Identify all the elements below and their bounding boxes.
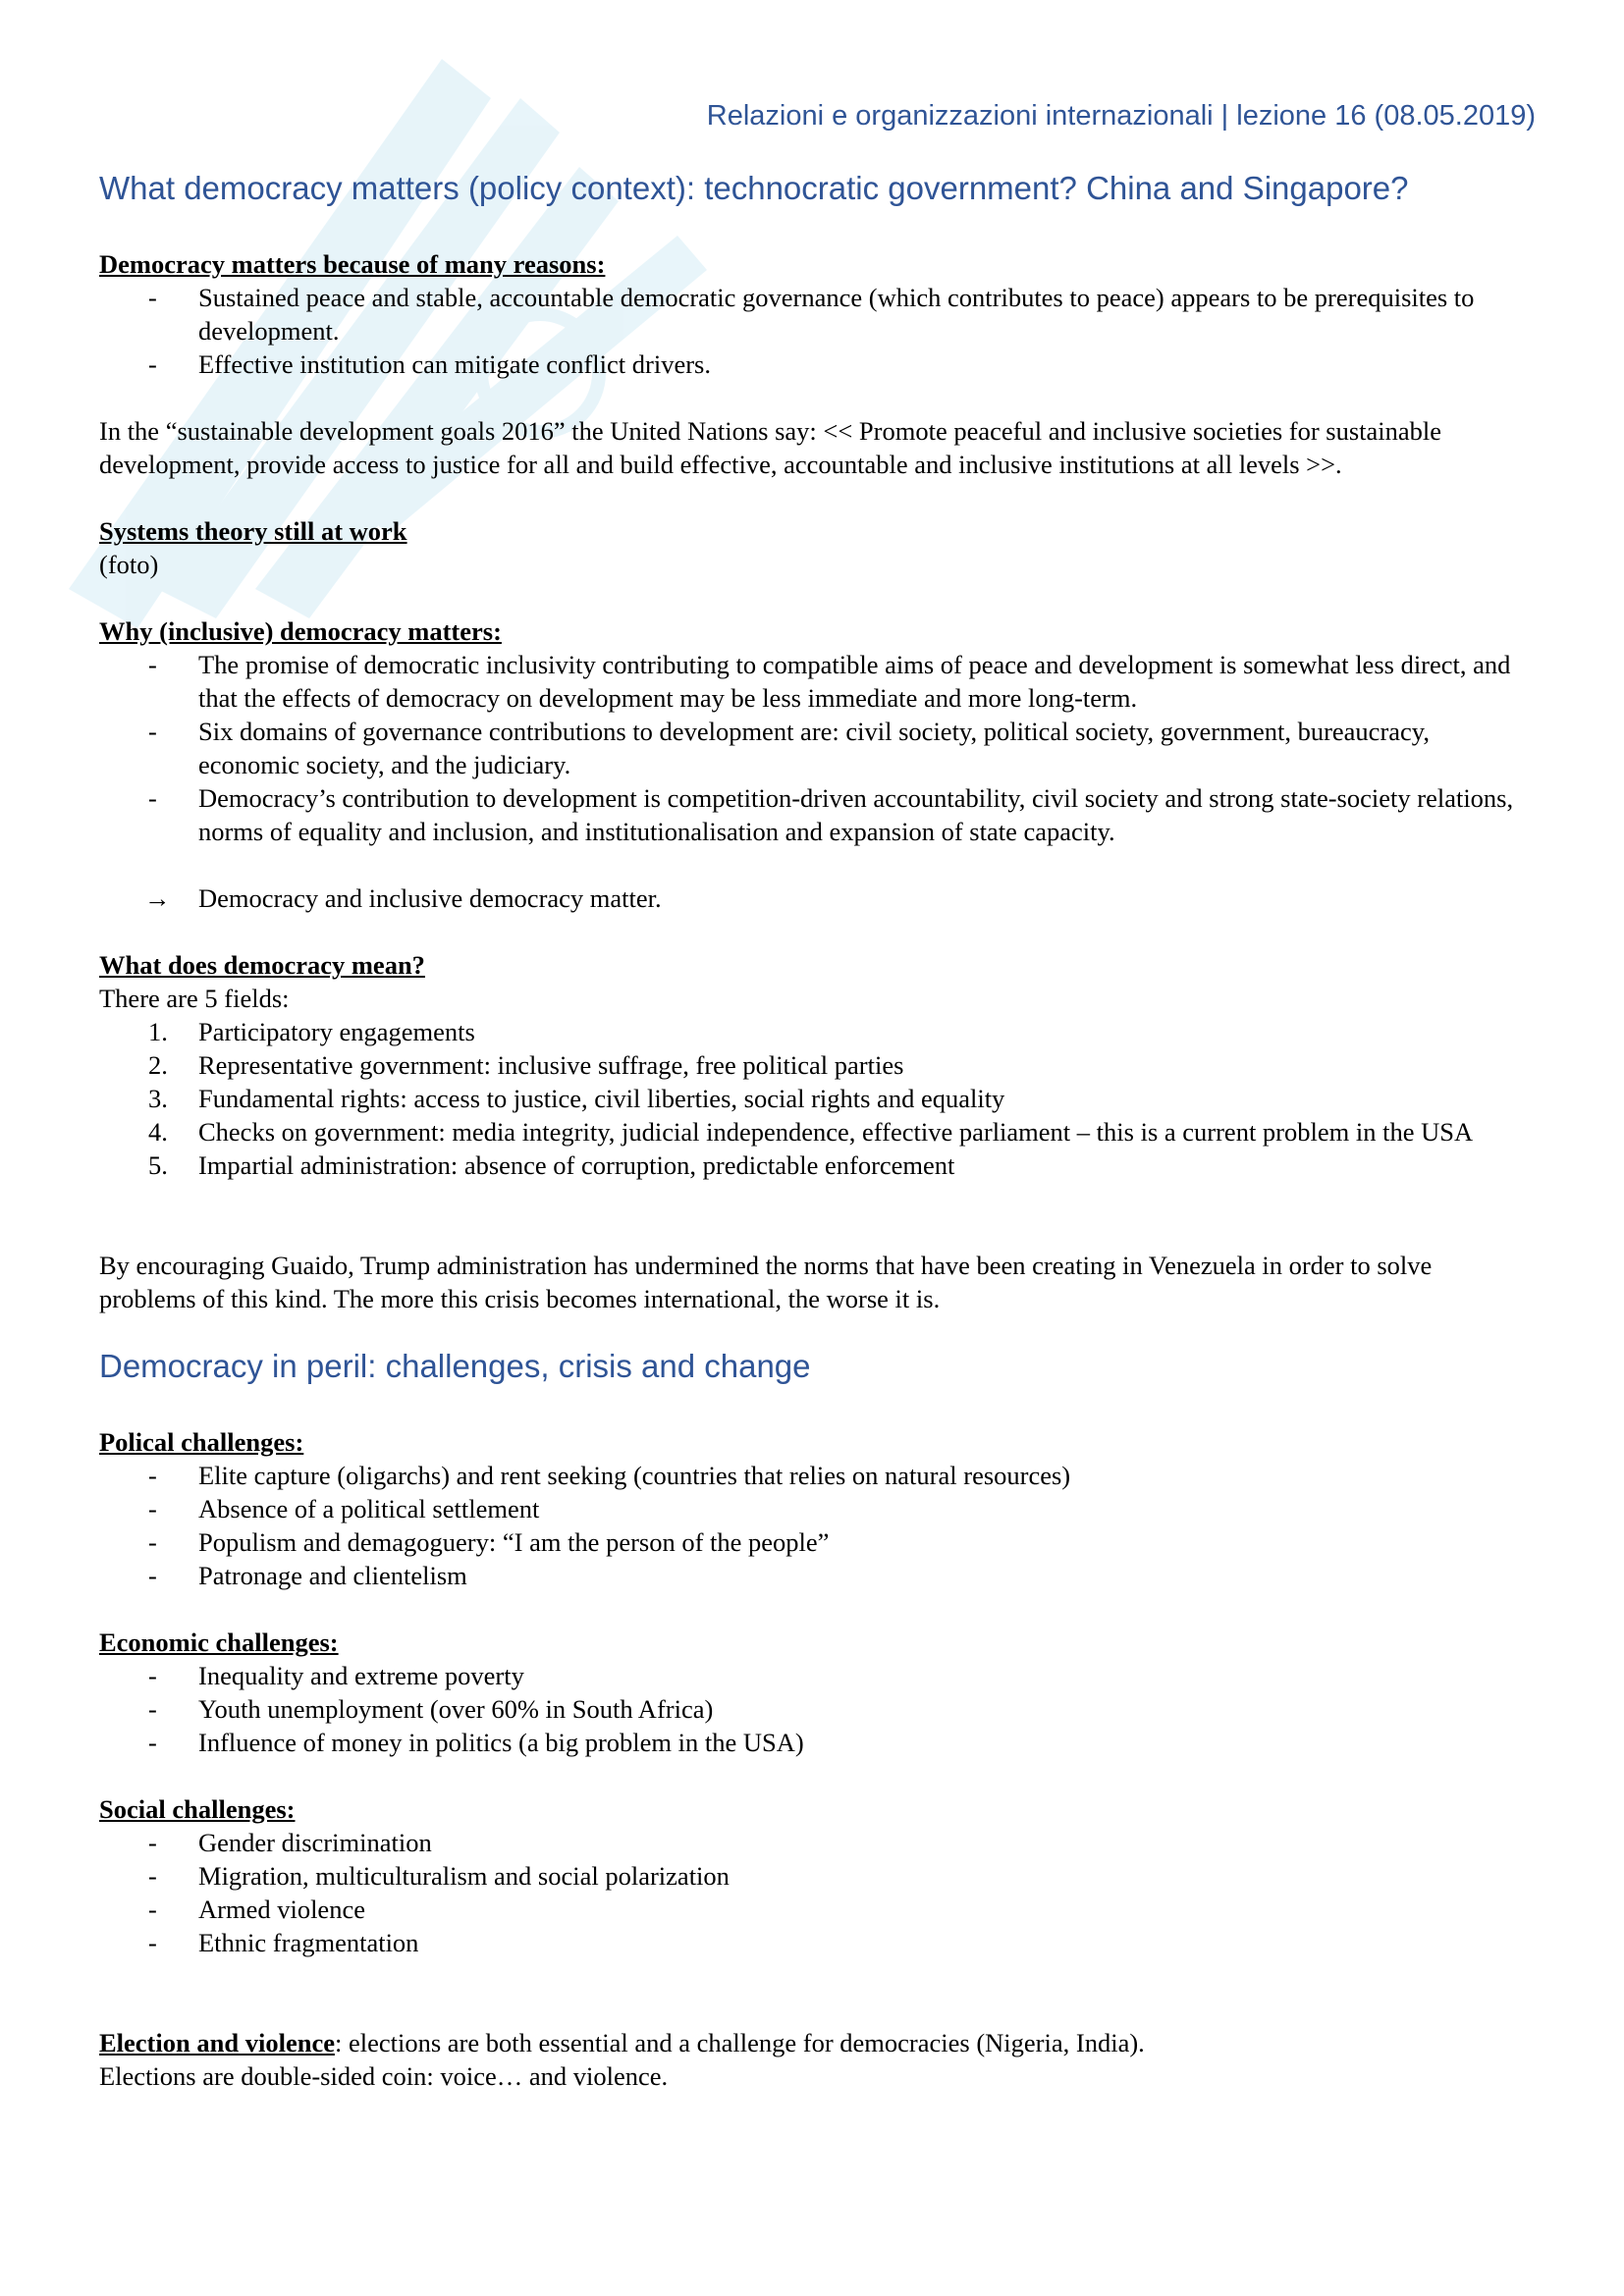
election-violence-block	[99, 2026, 1533, 2093]
list-item	[99, 1148, 1533, 1182]
item-number: 4.	[148, 1117, 168, 1147]
social-challenges-list	[99, 1826, 1533, 1959]
list-item: - Democracy’s contribution to development is competition-driven accountability, civil society and strong state-society relations, norms of equality and inclusion, and institutionalisation and expansion of state capacity.	[99, 781, 1533, 848]
photo-note: (foto)	[99, 550, 159, 579]
why-democracy-block	[99, 614, 1533, 915]
item-text: Checks on government: media integrity, judicial independence, effective parliament – this is a current problem in the USA	[198, 1117, 1474, 1147]
conclusion-text: Democracy and inclusive democracy matter.	[198, 883, 662, 913]
sdg-paragraph: In the “sustainable development goals 2016” the United Nations say: << Promote peaceful and inclusive societies for sustainable development, provide access to justice for all and build effective, accountable and inclusive institutions at all levels >>.	[99, 416, 1442, 479]
why-democracy-list	[99, 648, 1533, 848]
item-text: Impartial administration: absence of corruption, predictable enforcement	[198, 1150, 955, 1180]
economic-challenges-block	[99, 1626, 1533, 1759]
list-item	[99, 1115, 1533, 1148]
social-challenges-title: Social challenges:	[99, 1794, 296, 1824]
election-violence-title: Election and violence	[99, 2028, 335, 2057]
political-challenges-list	[99, 1459, 1533, 1592]
item-text: Fundamental rights: access to justice, civil liberties, social rights and equality	[198, 1084, 1005, 1113]
economic-challenges-list	[99, 1659, 1533, 1759]
list-item: - Populism and demagoguery: “I am the person of the people”	[99, 1525, 1533, 1559]
systems-theory-block	[99, 514, 1533, 581]
systems-theory-title: Systems theory still at work	[99, 516, 407, 546]
item-number: 3.	[148, 1084, 168, 1113]
running-header: Relazioni e organizzazioni internazionali | lezione 16 (08.05.2019)	[706, 100, 1536, 132]
list-item: - Effective institution can mitigate conflict drivers.	[99, 347, 1533, 381]
conclusion-line	[99, 881, 1533, 915]
list-item: - Youth unemployment (over 60% in South Africa)	[99, 1692, 1533, 1726]
list-item	[99, 1048, 1533, 1082]
list-item: - Absence of a political settlement	[99, 1492, 1533, 1525]
venezuela-block	[99, 1249, 1533, 1315]
economic-challenges-title: Economic challenges:	[99, 1628, 339, 1657]
list-item: - Armed violence	[99, 1893, 1533, 1926]
list-item: - Ethnic fragmentation	[99, 1926, 1533, 1959]
list-item: - Inequality and extreme poverty	[99, 1659, 1533, 1692]
item-text: Participatory engagements	[198, 1017, 475, 1046]
list-item	[99, 1015, 1533, 1048]
item-text: Representative government: inclusive suffrage, free political parties	[198, 1050, 904, 1080]
reasons-list	[99, 281, 1533, 381]
fields-list	[99, 1015, 1533, 1182]
election-violence-text: : elections are both essential and a challenge for democracies (Nigeria, India).	[334, 2028, 1145, 2057]
list-item: - Patronage and clientelism	[99, 1559, 1533, 1592]
list-item	[99, 1082, 1533, 1115]
reasons-title: Democracy matters because of many reasons:	[99, 249, 606, 279]
democracy-meaning-block	[99, 948, 1533, 1182]
item-number: 5.	[148, 1150, 168, 1180]
why-democracy-title: Why (inclusive) democracy matters:	[99, 616, 502, 646]
list-item: - Sustained peace and stable, accountable democratic governance (which contributes to peace) appears to be prerequisites to development.	[99, 281, 1533, 347]
section-heading-democracy-matters: What democracy matters (policy context): technocratic government? China and Singapore?	[99, 170, 1409, 206]
fields-intro: There are 5 fields:	[99, 984, 290, 1013]
list-item: - Six domains of governance contributions to development are: civil society, political society, government, bureaucracy, economic society, and the judiciary.	[99, 715, 1533, 781]
venezuela-paragraph: By encouraging Guaido, Trump administration has undermined the norms that have been creating in Venezuela in order to solve problems of this kind. The more this crisis becomes international, the worse it is.	[99, 1251, 1433, 1313]
political-challenges-block	[99, 1425, 1533, 1592]
right-arrow-icon: →	[144, 883, 171, 913]
list-item: - Elite capture (oligarchs) and rent seeking (countries that relies on natural resources)	[99, 1459, 1533, 1492]
list-item: - Gender discrimination	[99, 1826, 1533, 1859]
political-challenges-title: Polical challenges:	[99, 1427, 304, 1457]
document-page	[99, 94, 1536, 2093]
list-item: - Migration, multiculturalism and social polarization	[99, 1859, 1533, 1893]
reasons-block	[99, 247, 1533, 381]
sdg-block	[99, 414, 1533, 481]
election-violence-line	[99, 2026, 1533, 2059]
social-challenges-block	[99, 1792, 1533, 1959]
list-item: - The promise of democratic inclusivity contributing to compatible aims of peace and development is somewhat less direct, and that the effects of democracy on development may be less immediate and more long-term.	[99, 648, 1533, 715]
section-heading-democracy-in-peril: Democracy in peril: challenges, crisis and change	[99, 1348, 811, 1384]
item-number: 2.	[148, 1050, 168, 1080]
democracy-meaning-title: What does democracy mean?	[99, 950, 425, 980]
item-number: 1.	[148, 1017, 168, 1046]
election-violence-line2: Elections are double-sided coin: voice… and violence.	[99, 2061, 669, 2091]
list-item: - Influence of money in politics (a big problem in the USA)	[99, 1726, 1533, 1759]
